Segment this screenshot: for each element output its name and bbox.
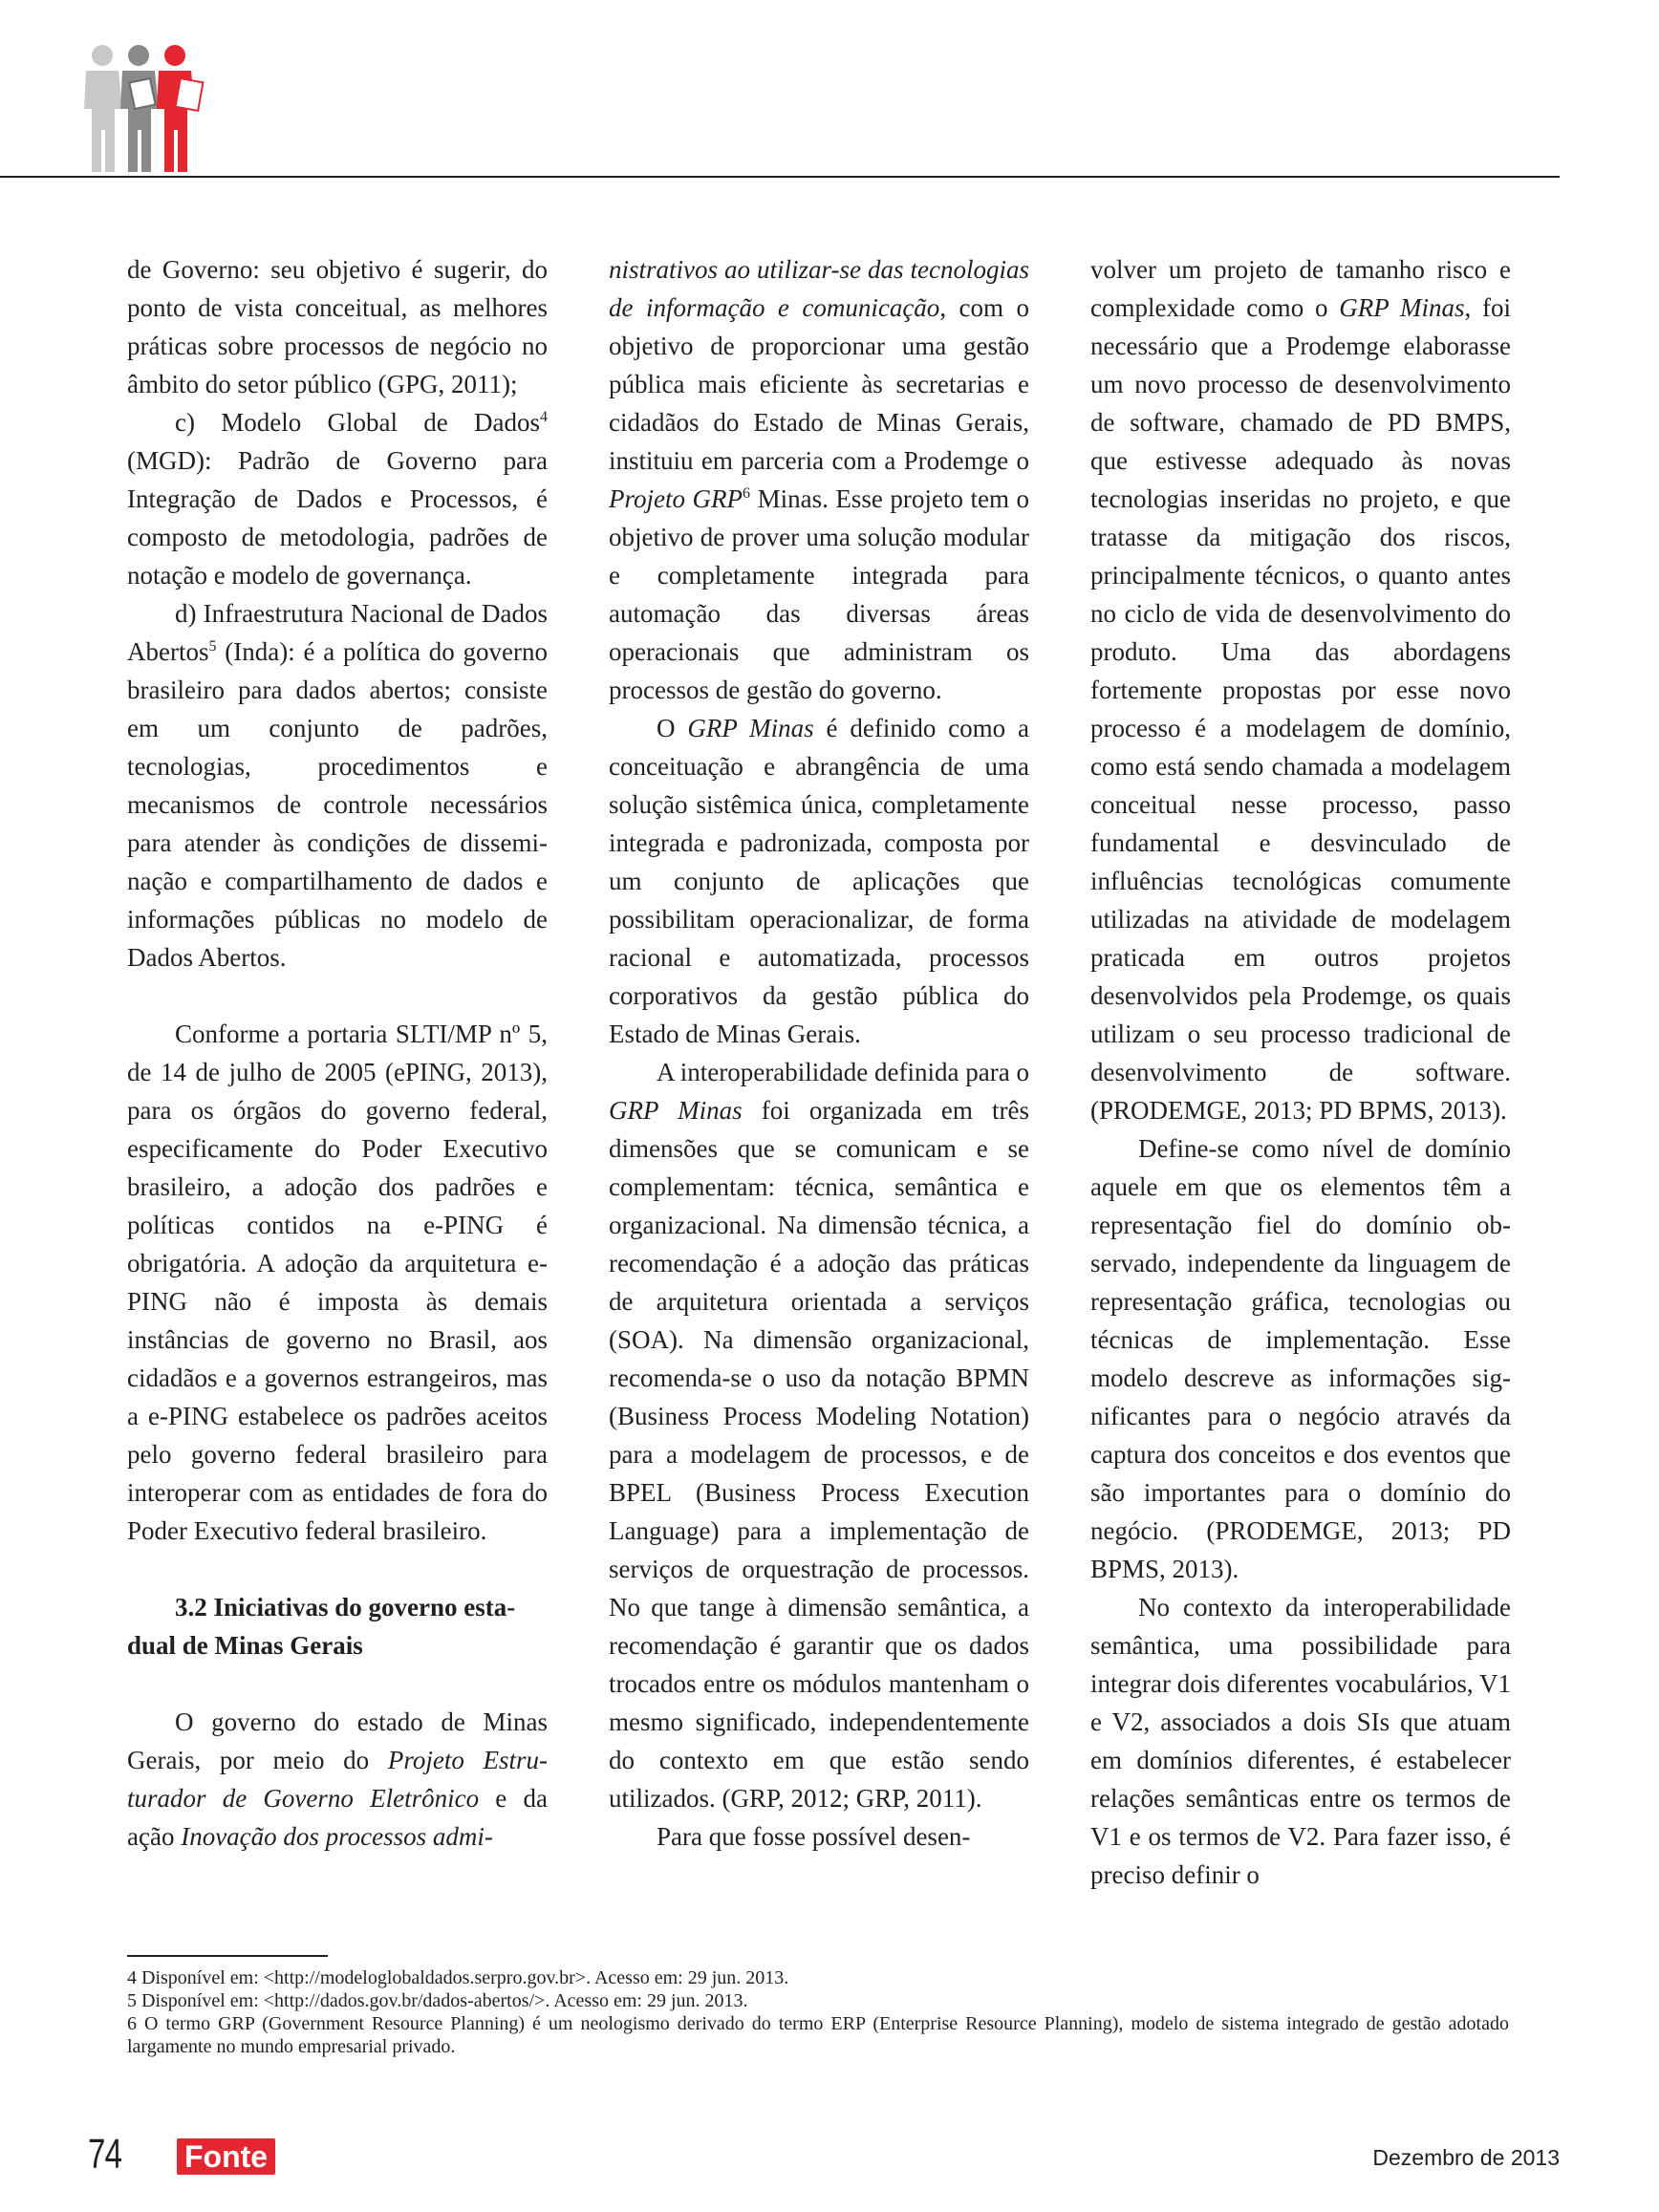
text-column-2 [609,250,1029,1856]
footnote-ref-6: 6 [743,485,751,502]
people-figures-icon [78,42,222,176]
paragraph: de Governo: seu objetivo é sugerir, do ponto de vista conceitual, as melhores práticas sobre processos de negócio no âmbito do setor público (GPG, 2011); [127,255,548,398]
paragraph: d) Infraestrutura Nacional de Dados Abertos$^5$ (Inda): é a política do governo brasileiro para dados abertos; consiste em um conjunto de padrões, tecnologias, procedimentos e mecanismos de controle necessários para atender às condições de disseminação e compartilhamento de dados e informações públicas no modelo de Dados Abertos. [127,599,548,972]
page-number: 74 [88,2131,122,2178]
section-heading: 3.2 Iniciativas do governo estadual de Minas Gerais [127,1593,516,1660]
paragraph: O governo do estado de Minas Gerais, por meio do Projeto Estruturador de Governo Eletrônico e da ação Inovação dos processos admi- [127,1707,548,1851]
footnote-ref-5: 5 [208,638,217,655]
paragraph: Define-se como nível de domínio aquele em que os elementos têm a representação fiel do domínio observado, independente da linguagem de representação gráfica, tecnologias ou técnicas de implementação. Esse modelo descreve as informações significantes para o negócio através da captura dos conceitos e dos eventos que são importantes para o domínio do negócio. (PRODEMGE, 2013; PD BPMS, 2013). [1090,1134,1511,1583]
header-rule [0,176,1560,178]
paragraph: No contexto da interoperabilidade semântica, uma possibilidade para integrar dois diferentes vocabulários, V1 e V2, associados a dois SIs que atuam em domínios diferentes, é estabelecer relações semânticas entre os termos de V1 e os termos de V2. Para fazer isso, é preciso definir o [1090,1593,1511,1889]
footnotes [127,1966,1509,2058]
footnote-5: 5 Disponível em: <http://dados.gov.br/dados-abertos/>. Acesso em: 29 jun. 2013. [127,1990,748,2011]
paragraph: Conforme a portaria SLTI/MP nº 5, de 14 de julho de 2005 (ePING, 2013), para os órgãos do governo federal, especificamente do Poder Executivo brasileiro, a adoção dos padrões e políticas contidos na e-PING é obrigatória. A adoção da arquitetura e-PING não é imposta às demais instâncias de governo no Brasil, aos cidadãos e a governos estrangeiros, mas a e-PING estabelece os padrões aceitos pelo governo federal brasileiro para interoperar com as entidades de fora do Poder Executivo federal brasileiro. [127,1020,548,1545]
footnote-4: 4 Disponível em: <http://modeloglobaldados.serpro.gov.br>. Acesso em: 29 jun. 2013. [127,1967,789,1988]
footnote-6: 6 O termo GRP (Government Resource Planning) é um neologismo derivado do termo ERP (Enterprise Resource Planning), modelo de sistema integrado de gestão adotado largamente no mundo empresarial privado. [127,2013,1509,2057]
paragraph: A interoperabilidade definida para o GRP Minas foi organizada em três dimensões que se comunicam e se complementam: técnica, semântica e organizacional. Na dimensão técnica, a recomendação é a adoção das práticas de arquitetura orientada a serviços (SOA). Na dimensão organizacional, recomenda-se o uso da notação BPMN (Business Process Modeling Notation) para a modelagem de processos, e de BPEL (Business Process Execution Language) para a implementação de serviços de orquestração de processos. No que tange à dimensão semântica, a recomendação é garantir que os dados trocados entre os módulos mantenham o mesmo significado, independentemente do contexto em que estão sendo utilizados. (GRP, 2012; GRP, 2011). [609,1058,1030,1813]
magazine-logo: Fonte [177,2138,275,2175]
paragraph: volver um projeto de tamanho risco e complexidade como o GRP Minas, foi necessário que a Prodemge elaborasse um novo processo de desenvolvimento de software, chamado de PD BMPS, que estivesse adequado às novas tecnologias inseridas no projeto, e que tratasse da mitigação dos riscos, principalmente técnicos, o quanto antes no ciclo de vida de desenvolvimento do produto. Uma das abordagens fortemente propostas por esse novo processo é a modelagem de domínio, como está sendo chamada a modelagem conceitual nesse processo, passo fundamental e desvinculado de influências tecnológicas comumente utilizadas na atividade de modelagem praticada em outros projetos desenvolvidos pela Prodemge, os quais utilizam o seu processo tradicional de desenvolvimento de software. (PRODEMGE, 2013; PD BPMS, 2013). [1090,255,1511,1125]
text-column-1 [127,250,548,1856]
text-column-3 [1090,250,1511,1894]
paragraph: Para que fosse possível desen- [657,1822,971,1851]
paragraph: O GRP Minas é definido como a conceituação e abrangência de uma solução sistêmica única, completamente integrada e padronizada, composta por um conjunto de aplicações que possibilitam operacionalizar, de forma racional e automatizada, processos corporativos da gestão pública do Estado de Minas Gerais. [609,714,1029,1048]
paragraph: c) Modelo Global de Dados$^4$ (MGD): Padrão de Governo para Integração de Dados e Processos, é composto de metodologia, padrões de notação e modelo de governança. [127,408,548,590]
paragraph: nistrativos ao utilizar-se das tecnologias de informação e comunicação, com o objetivo de proporcionar uma gestão pública mais eficiente às secretarias e cidadãos do Estado de Minas Gerais, instituiu em parceria com a Prodemge o Projeto GRP$^6$ Minas. Esse projeto tem o objetivo de prover uma solução modular e completamente integrada para automação das diversas áreas operacionais que administram os processos de gestão do governo. [609,255,1029,704]
footnote-ref-4: 4 [540,409,548,425]
issue-date: Dezembro de 2013 [1372,2145,1560,2170]
footnote-rule [127,1955,328,1957]
